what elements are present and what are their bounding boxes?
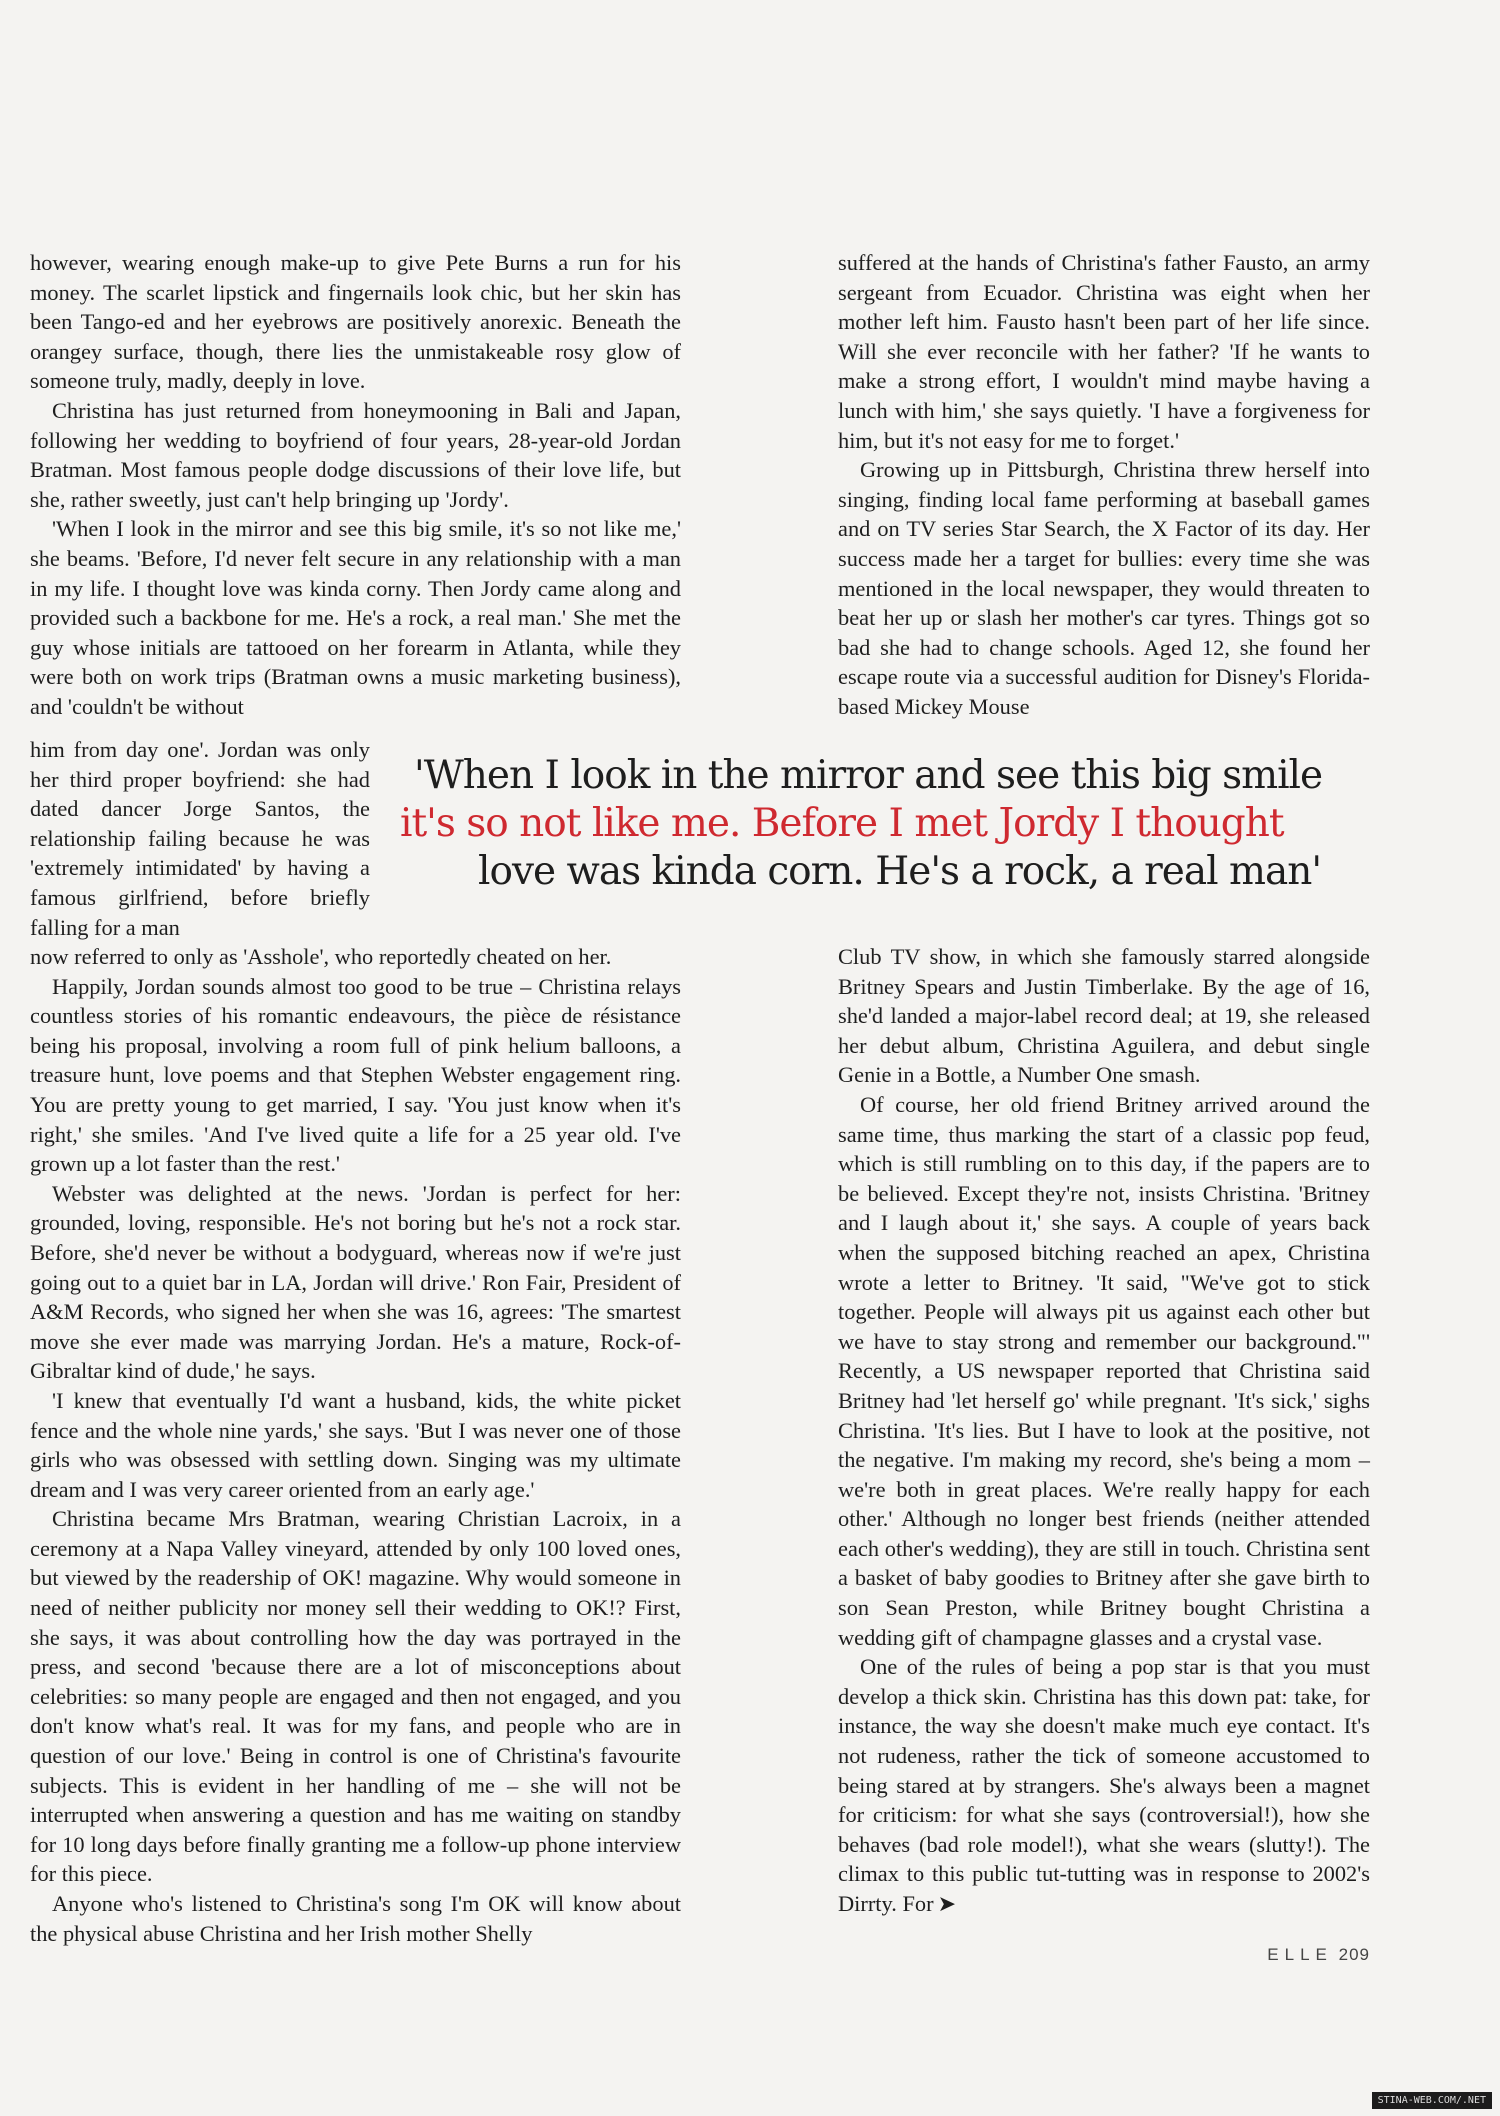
pull-quote-line-2: it's so not like me. Before I met Jordy I thought — [400, 801, 1284, 846]
pull-quote — [400, 752, 1375, 896]
paragraph-text: One of the rules of being a pop star is that you must develop a thick skin. Christina has this down pat: take, for instance, the way she doesn't make much eye contact. It's not rudeness, rather the tick of someone accustomed to being stared at by strangers. She's always been a magnet for criticism: for what she says (controversial!), how she behaves (bad role model!), what she wears (slutty!). The climax to this public tut-tutting was in response to 2002's Dirrty. For — [838, 1654, 1370, 1916]
paragraph: now referred to only as 'Asshole', who reportedly cheated on her. — [30, 944, 612, 969]
watermark: STINA-WEB.COM/.NET — [1372, 2092, 1492, 2109]
article-column-left-bottom — [30, 942, 681, 1948]
paragraph: Christina has just returned from honeymooning in Bali and Japan, following her wedding to boyfriend of four years, 28-year-old Jordan Bratman. Most famous people dodge discussions of their love life, but she, rather sweetly, just can't help bringing up 'Jordy'. — [30, 397, 681, 512]
paragraph: Club TV show, in which she famously starred alongside Britney Spears and Justin Timberlake. By the age of 16, she'd landed a major-label record deal; at 19, she released her debut album, Christina Aguilera, and debut single Genie in a Bottle, a Number One smash. — [838, 944, 1370, 1088]
magazine-name: ELLE — [1267, 1945, 1333, 1964]
article-column-right-bottom — [838, 942, 1370, 1919]
article-column-left-top — [30, 248, 681, 722]
paragraph: however, wearing enough make-up to give Pete Burns a run for his money. The scarlet lipstick and fingernails look chic, but her skin has been Tango-ed and her eyebrows are positively anorexic. Beneath the orangey surface, though, there lies the unmistakeable rosy glow of someone truly, madly, deeply in love. — [30, 250, 681, 394]
continue-arrow-icon: ➤ — [937, 1891, 957, 1916]
page-number: 209 — [1338, 1945, 1370, 1964]
paragraph: Christina became Mrs Bratman, wearing Christian Lacroix, in a ceremony at a Napa Valley vineyard, attended by only 100 loved ones, but viewed by the readership of OK! magazine. Why would someone in need of neither publicity nor money sell their wedding to OK!? First, she says, it was about controlling how the day was portrayed in the press, and second 'because there are a lot of misconceptions about celebrities: so many people are engaged and then not engaged, and you don't know what's real. It was for my fans, and people who are in question of our love.' Being in control is one of Christina's favourite subjects. This is evident in her handling of me – she will not be interrupted when answering a question and has me waiting on standby for 10 long days before finally granting me a follow-up phone interview for this piece. — [30, 1506, 681, 1887]
paragraph: him from day one'. Jordan was only her third proper boyfriend: she had dated dancer Jorge Santos, the relationship failing because he was 'extremely intimidated' by having a famous girlfriend, before briefly falling for a man — [30, 737, 370, 940]
pull-quote-line-1: 'When I look in the mirror and see this big smile — [414, 753, 1323, 798]
paragraph: Of course, her old friend Britney arrived around the same time, thus marking the start of a classic pop feud, which is still rumbling on to this day, if the papers are to be believed. Except they're not, insists Christina. 'Britney and I laugh about it,' she says. A couple of years back when the supposed bitching reached an apex, Christina wrote a letter to Britney. 'It said, "We've got to stick together. People will always pit us against each other but we have to stay strong and remember our background."' Recently, a US newspaper reported that Christina said Britney had 'let herself go' while pregnant. 'It's sick,' sighs Christina. 'It's lies. But I have to look at the positive, not the negative. I'm making my record, she's being a mom – we're both in great places. We're really happy for each other.' Although no longer best friends (neither attended each other's wedding), they are still in touch. Christina sent a basket of baby goodies to Britney after she gave birth to son Sean Preston, while Britney bought Christina a wedding gift of champagne glasses and a crystal vase. — [838, 1091, 1370, 1650]
paragraph: Webster was delighted at the news. 'Jordan is perfect for her: grounded, loving, responsible. He's not boring but he's not a rock star. Before, she'd never be without a bodyguard, whereas now if we're just going out to a quiet bar in LA, Jordan will drive.' Ron Fair, President of A&M Records, who signed her when she was 16, agrees: 'The smartest move she ever made was marrying Jordan. He's a mature, Rock-of-Gibraltar kind of dude,' he says. — [30, 1180, 681, 1384]
article-column-right-top — [838, 248, 1370, 722]
paragraph: Growing up in Pittsburgh, Christina threw herself into singing, finding local fame performing at baseball games and on TV series Star Search, the X Factor of its day. Her success made her a target for bullies: every time she was mentioned in the local newspaper, they would threaten to beat her up or slash her mother's car tyres. Things got so bad she had to change schools. Aged 12, she found her escape route via a successful audition for Disney's Florida-based Mickey Mouse — [838, 457, 1370, 719]
paragraph: 'When I look in the mirror and see this big smile, it's so not like me,' she beams. 'Before, I'd never felt secure in any relationship with a man in my life. I thought love was kinda corny. Then Jordy came along and provided such a backbone for me. He's a rock, a real man.' She met the guy whose initials are tattooed on her forearm in Atlanta, while they were both on work trips (Bratman owns a music marketing business), and 'couldn't be without — [30, 516, 681, 719]
paragraph: 'I knew that eventually I'd want a husband, kids, the white picket fence and the whole nine yards,' she says. 'But I was never one of those girls who was obsessed with settling down. Singing was my ultimate dream and I was very career oriented from an early age.' — [30, 1387, 681, 1502]
paragraph — [838, 1652, 1370, 1918]
folio — [1267, 1945, 1370, 1965]
pull-quote-line-3: love was kinda corn. He's a rock, a real man' — [478, 849, 1322, 894]
article-column-left-narrow — [30, 735, 370, 942]
paragraph: suffered at the hands of Christina's father Fausto, an army sergeant from Ecuador. Christina was eight when her mother left him. Fausto hasn't been part of her life since. Will she ever reconcile with her father? 'If he wants to make a strong effort, I wouldn't mind maybe having a lunch with him,' she says quietly. 'I have a forgiveness for him, but it's not easy for me to forget.' — [838, 250, 1370, 453]
paragraph: Anyone who's listened to Christina's song I'm OK will know about the physical abuse Christina and her Irish mother Shelly — [30, 1891, 681, 1946]
paragraph: Happily, Jordan sounds almost too good to be true – Christina relays countless stories of his romantic endeavours, the pièce de résistance being his proposal, involving a room full of pink helium balloons, a treasure hunt, love poems and that Stephen Webster engagement ring. You are pretty young to get married, I say. 'You just know when it's right,' she smiles. 'And I've lived quite a life for a 25 year old. I've grown up a lot faster than the rest.' — [30, 973, 681, 1177]
